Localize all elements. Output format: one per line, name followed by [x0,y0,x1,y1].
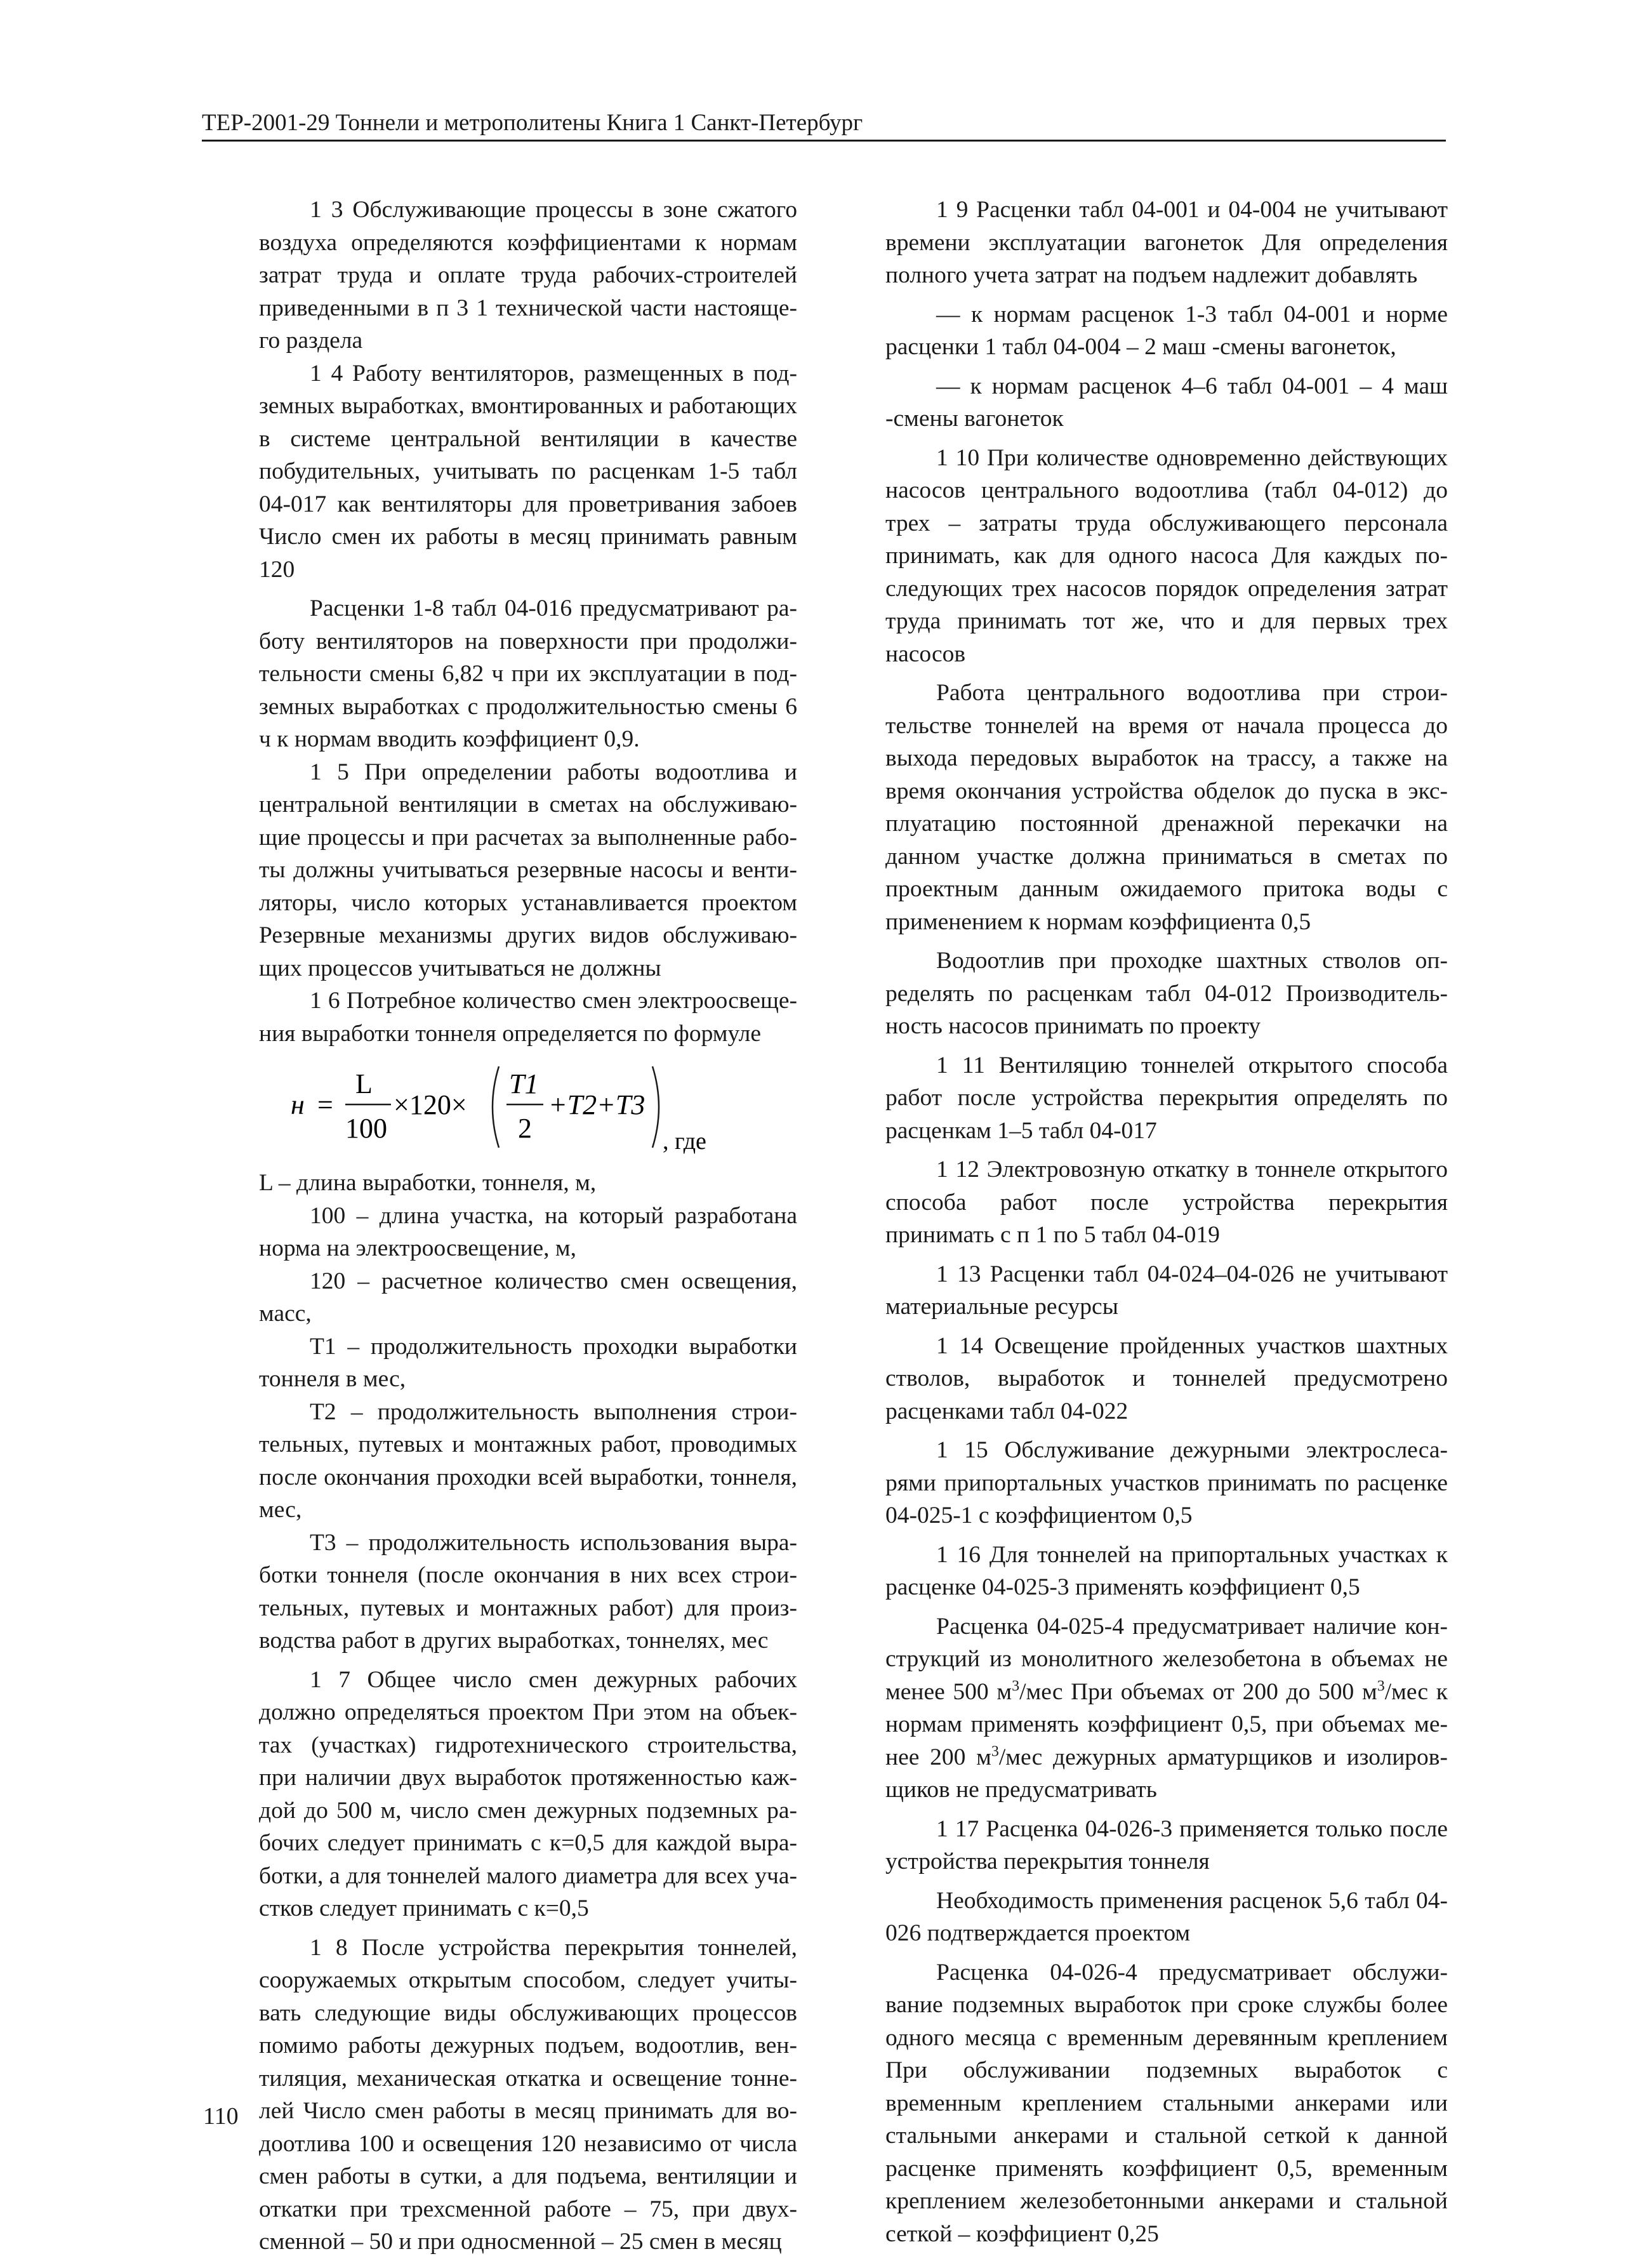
paragraph-1-9-item-a: — к нормам расценок 1-3 табл 04-001 и норме расценки 1 табл 04-004 – 2 маш -смены вагонеток, [885,301,1448,360]
paragraph-1-16-rate-04-025-4 [885,1610,1448,1807]
paragraph-1-3: 1 3 Обслуживающие процессы в зоне сжатого воздуха определяются коэффициентами к нормам затрат труда и оплате труда рабочих-строителей приведенными в п 3 1 технической части настоящего раздела [259,197,797,354]
formula-inner-num: T1 [509,1068,539,1099]
formula-right-paren [652,1066,659,1148]
rate-text-3: /мес к нормам применять коэффициент 0,5, при объемах менее 200 м [885,1678,1448,1770]
paragraph-1-15: 1 15 Обслуживание дежурными электрослесарями припортальных участков принимать по расценке 04-025-1 с коэффициентом 0,5 [885,1437,1448,1529]
paragraph-1-10-central-drainage: Работа центрального водоотлива при строительстве тоннелей на время от начала процесса до выхода передовых выработок на трассу, а также на время окончания устройства обделок до пуска в эксплуатацию постоянной дренажной перекачки на данном участке должна приниматься в сметах по проектным данным ожидаемого притока воды с применением к нормам коэффициента 0,5 [885,680,1448,935]
paragraph-1-17: 1 17 Расценка 04-026-3 применяется только после устройства перекрытия тоннеля [885,1815,1448,1874]
rate-text-2: /мес При объемах от 200 до 500 м [1019,1678,1377,1705]
paragraph-1-8: 1 8 После устройства перекрытия тоннелей, сооружаемых открытым способом, следует учитывать следующие виды обслуживающих процессов помимо работы дежурных подъем, водоотлив, вентиляция, механическая откатка и освещение тоннелей Число смен работы в месяц принимать для водоотлива 100 и освещения 120 независимо от числа смен работы в сутки, а для подъема, вентиляции и откатки при трехсменной работе – 75, при двухсменной – 50 и при односменной – 25 смен в месяц [259,1934,797,2255]
cubic-superscript-3: 3 [991,1743,999,1760]
paragraph-1-4: 1 4 Работу вентиляторов, размещенных в подземных выработках, вмонтированных и работающих в системе центральной вентиляции в качестве побудительных, учитывать по расценкам 1-5 табл 04-017 как вентиляторы для проветривания забоев Число смен их работы в месяц принимать равным 120 [259,360,797,583]
definition-t1: Т1 – продолжительность проходки выработки тоннеля в мес, [259,1333,797,1392]
definition-t3: Т3 – продолжительность использования выработки тоннеля (после окончания в них всех строительных, путевых и монтажных работ) для производства работ в других выработках, тоннелях, мес [259,1529,797,1654]
definition-t2: Т2 – продолжительность выполнения строительных, путевых и монтажных работ, проводимых после окончания проходки всей выработки, тоннеля, мес, [259,1398,797,1523]
formula-lhs: н [291,1089,305,1120]
paragraph-1-14: 1 14 Освещение пройденных участков шахтных стволов, выработок и тоннелей предусмотрено расценками табл 04-022 [885,1332,1448,1424]
definition-l: L – длина выработки, тоннеля, м, [259,1170,597,1196]
formula-left-paren [493,1066,499,1148]
paragraph-1-6: 1 6 Потребное количество смен электроосвещения выработки тоннеля определяется по формуле [259,988,797,1047]
formula-svg [284,1054,792,1160]
formula-inner-rest: +T2+T3 [548,1089,645,1120]
paragraph-1-9: 1 9 Расценки табл 04-001 и 04-004 не учитывают времени эксплуатации вагонеток Для определения полного учета затрат на подъем надлежит добавлять [885,197,1448,288]
formula-eq: = [317,1089,333,1120]
definition-100: 100 – длина участка, на который разработана норма на электроосвещение, м, [259,1202,797,1261]
right-column [885,194,1448,2250]
cubic-superscript-1: 3 [1012,1678,1020,1694]
formula-num: L [355,1068,373,1099]
paragraph-1-17-rate-04-026-4: Расценка 04-026-4 предусматривает обслуживание подземных выработок при сроке службы более одного месяца с временным деревянным креплением При обслуживании подземных выработок с временным креплением стальными анкерами или стальными анкерами и стальной сеткой к данной расценке применять коэффициент 0,5, временным креплением железобетонными анкерами и стальной сеткой – коэффициент 0,25 [885,1959,1448,2247]
paragraph-1-10: 1 10 При количестве одновременно действующих насосов центрального водоотлива (табл 04-012) до трех – затраты труда обслуживающего персонала принимать, как для одного насоса Для каждых последующих трех насосов порядок определения затрат труда принимать тот же, что и для первых трех насосов [885,444,1448,667]
paragraph-1-11: 1 11 Вентиляцию тоннелей открытого способа работ после устройства перекрытия определять по расценкам 1–5 табл 04-017 [885,1052,1448,1144]
running-header: ТЕР-2001-29 Тоннели и метрополитены Книга 1 Санкт-Петербург [202,107,1446,142]
lighting-shifts-formula [259,1054,797,1160]
paragraph-1-13: 1 13 Расценки табл 04-024–04-026 не учитывают материальные ресурсы [885,1261,1448,1320]
paragraph-1-16: 1 16 Для тоннелей на припортальных участках к расценке 04-025-3 применять коэффициент 0,5 [885,1541,1448,1600]
page-number: 110 [203,2103,239,2130]
formula-den: 100 [345,1113,387,1144]
paragraph-1-17-necessity: Необходимость применения расценок 5,6 табл 04-026 подтверждается проектом [885,1887,1448,1946]
formula-suffix: , где [663,1128,706,1155]
paragraph-1-9-item-b: — к нормам расценок 4–6 табл 04-001 – 4 маш -смены вагонеток [885,373,1448,432]
left-column [259,194,797,2258]
formula-inner-den: 2 [518,1113,532,1144]
definition-120: 120 – расчетное количество смен освещения, масс, [259,1268,797,1327]
paragraph-1-10-shaft-drainage: Водоотлив при проходке шахтных стволов определять по расценкам табл 04-012 Производительность насосов принимать по проекту [885,948,1448,1039]
formula-times: ×120× [394,1089,467,1120]
paragraph-1-7: 1 7 Общее число смен дежурных рабочих должно определяться проектом При этом на объектах (участках) гидротехнического строительства, при наличии двух выработок протяженностью каждой до 500 м, число смен дежурных подземных рабочих следует принимать с к=0,5 для каждой выработки, а для тоннелей малого диаметра для всех участков следует принимать с к=0,5 [259,1666,797,1921]
paragraph-1-4-rates: Расценки 1-8 табл 04-016 предусматривают работу вентиляторов на поверхности при продолжительности смены 6,82 ч при их эксплуатации в подземных выработках с продолжительностью смены 6 ч к нормам вводить коэффициент 0,9. [259,595,797,752]
paragraph-1-5: 1 5 При определении работы водоотлива и центральной вентиляции в сметах на обслуживающие процессы и при расчетах за выполненные работы должны учитываться резервные насосы и вентиляторы, число которых устанавливается проектом Резервные механизмы других видов обслуживающих процессов учитываться не должны [259,759,797,981]
cubic-superscript-2: 3 [1377,1678,1385,1694]
rate-text-1: Расценка 04-025-4 предусматривает наличие конструкций из монолитного железобетона в объемах не менее 500 м [885,1613,1448,1705]
rate-text-4: /мес дежурных арматурщиков и изолировщиков не предусматривать [885,1744,1448,1803]
paragraph-1-12: 1 12 Электровозную откатку в тоннеле открытого способа работ после устройства перекрытия принимать с п 1 по 5 табл 04-019 [885,1157,1448,1248]
